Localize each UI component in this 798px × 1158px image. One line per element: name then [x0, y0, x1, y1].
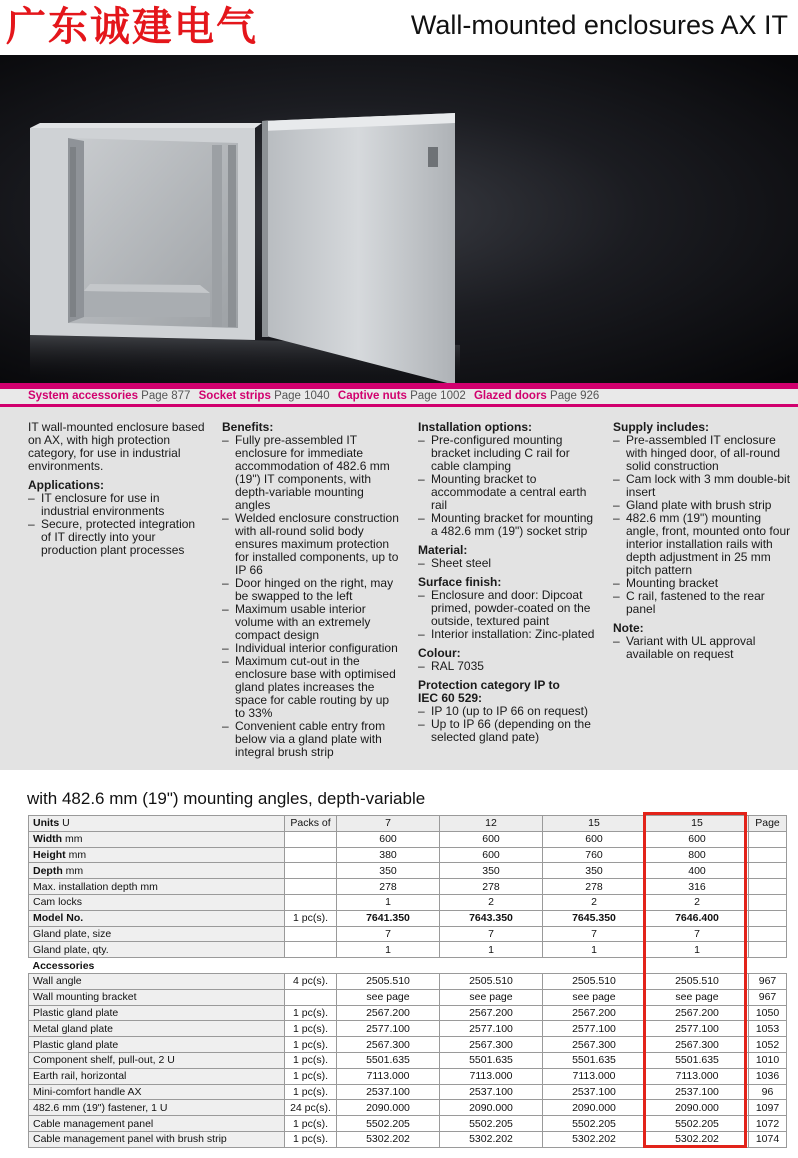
row-label-unit: mm — [65, 864, 84, 877]
accessory-part-number: see page — [646, 989, 749, 1005]
list-item: – Cam lock with 3 mm double-bit insert — [613, 473, 791, 499]
page-cell: 1052 — [749, 1037, 787, 1053]
row-label: Gland plate, size — [29, 926, 285, 942]
row-label: Cam locks — [29, 894, 285, 910]
benefits-heading: Benefits: — [222, 420, 274, 434]
packs-cell: 1 pc(s). — [285, 1084, 337, 1100]
packs-header: Packs of — [285, 816, 337, 832]
packs-cell: 1 pc(s). — [285, 1037, 337, 1053]
page-cell — [749, 831, 787, 847]
accessory-part-number: 2505.510 — [543, 973, 646, 989]
list-item: – Welded enclosure construction with all-round solid body ensures maximum protection for installed components, up to IP 66 — [222, 512, 402, 577]
accessory-part-number: 5501.635 — [543, 1052, 646, 1068]
page-header — [0, 0, 798, 55]
units-value: 15 — [543, 816, 646, 832]
table-row — [29, 926, 787, 942]
colour-heading: Colour: — [418, 646, 461, 660]
spec-value: 800 — [646, 847, 749, 863]
gland-value: 1 — [543, 942, 646, 958]
accessory-link-label[interactable]: System accessories — [28, 390, 138, 402]
page-cell: 1036 — [749, 1068, 787, 1084]
accessory-part-number: 2567.200 — [543, 1005, 646, 1021]
table-row — [29, 1100, 787, 1116]
page-cell: 1053 — [749, 1021, 787, 1037]
row-label — [29, 831, 285, 847]
accessory-part-number: 5502.205 — [543, 1116, 646, 1132]
packs-cell: 1 pc(s). — [285, 1021, 337, 1037]
list-item: – Fully pre-assembled IT enclosure for immediate accommodation of 482.6 mm (19") IT components, with depth-variable mounting angles — [222, 434, 402, 512]
accessory-part-number: 2567.300 — [337, 1037, 440, 1053]
list-item: – Variant with UL approval available on request — [613, 635, 791, 661]
spec-table-body — [29, 816, 787, 1148]
page-cell — [749, 942, 787, 958]
table-row — [29, 1021, 787, 1037]
row-label: Earth rail, horizontal — [29, 1068, 285, 1084]
packs-cell: 1 pc(s). — [285, 1005, 337, 1021]
note-list — [613, 635, 791, 661]
units-value: 15 — [646, 816, 749, 832]
spec-value: 2 — [440, 894, 543, 910]
table-section-title: with 482.6 mm (19") mounting angles, depth-variable — [27, 789, 426, 808]
model-number: 7646.400 — [646, 910, 749, 926]
row-label: Max. installation depth mm — [29, 879, 285, 895]
list-item: – Pre-configured mounting bracket including C rail for cable clamping — [418, 434, 596, 473]
list-item: – Interior installation: Zinc-plated — [418, 628, 596, 641]
accessory-part-number: 5501.635 — [337, 1052, 440, 1068]
colour-list — [418, 660, 596, 673]
accessory-part-number: 2537.100 — [337, 1084, 440, 1100]
page-cell — [749, 910, 787, 926]
accessory-part-number: 7113.000 — [543, 1068, 646, 1084]
list-item: – Enclosure and door: Dipcoat primed, powder-coated on the outside, textured paint — [418, 589, 596, 628]
table-row — [29, 958, 787, 974]
accessory-part-number: 7113.000 — [646, 1068, 749, 1084]
row-label: 482.6 mm (19") fastener, 1 U — [29, 1100, 285, 1116]
installation-list — [418, 434, 596, 538]
row-label: Component shelf, pull-out, 2 U — [29, 1052, 285, 1068]
table-row — [29, 863, 787, 879]
accessory-part-number: 2577.100 — [337, 1021, 440, 1037]
spec-value: 278 — [543, 879, 646, 895]
list-item: – Up to IP 66 (depending on the selected gland pate) — [418, 718, 596, 744]
list-item: – Gland plate with brush strip — [613, 499, 791, 512]
table-row — [29, 1131, 787, 1147]
page-cell: 1097 — [749, 1100, 787, 1116]
material-heading: Material: — [418, 543, 468, 557]
intro-text: IT wall-mounted enclosure based on AX, with high protection category, for use in industrial environments. — [28, 420, 205, 473]
accessory-part-number: 2537.100 — [440, 1084, 543, 1100]
row-label: Model No. — [29, 910, 285, 926]
accessory-part-number: 5501.635 — [440, 1052, 543, 1068]
accessory-part-number: 5502.205 — [337, 1116, 440, 1132]
accessory-part-number: 2537.100 — [646, 1084, 749, 1100]
accessory-part-number: 2567.200 — [440, 1005, 543, 1021]
accessory-part-number: 5502.205 — [646, 1116, 749, 1132]
accessories-links — [0, 389, 798, 404]
page-cell: 1072 — [749, 1116, 787, 1132]
list-item: – Mounting bracket for mounting a 482.6 mm (19") socket strip — [418, 512, 596, 538]
gland-value: 1 — [337, 942, 440, 958]
spec-value: 400 — [646, 863, 749, 879]
accessories-bar — [0, 383, 798, 407]
description-panel — [0, 407, 798, 770]
accessory-part-number: 2505.510 — [646, 973, 749, 989]
table-row — [29, 1084, 787, 1100]
page-cell — [749, 894, 787, 910]
row-label: Metal gland plate — [29, 1021, 285, 1037]
model-number: 7643.350 — [440, 910, 543, 926]
row-label: Mini-comfort handle AX — [29, 1084, 285, 1100]
row-label-main: Height — [33, 848, 66, 861]
spec-value: 600 — [646, 831, 749, 847]
protection-list — [418, 705, 596, 744]
accessory-link-page: Page 926 — [550, 390, 600, 402]
page-title: Wall-mounted enclosures AX IT — [410, 10, 788, 40]
spec-value: 350 — [337, 863, 440, 879]
page-cell — [749, 926, 787, 942]
accessory-part-number: 2567.300 — [440, 1037, 543, 1053]
row-label: Cable management panel — [29, 1116, 285, 1132]
row-label: Gland plate, qty. — [29, 942, 285, 958]
supply-heading: Supply includes: — [613, 420, 710, 434]
accessory-part-number: 2090.000 — [440, 1100, 543, 1116]
list-item: – Mounting bracket — [613, 577, 791, 590]
row-label-unit: mm — [64, 833, 83, 846]
spec-value: 600 — [440, 847, 543, 863]
table-row — [29, 879, 787, 895]
accessory-part-number: 2577.100 — [646, 1021, 749, 1037]
row-label: Wall angle — [29, 973, 285, 989]
row-label — [29, 816, 285, 832]
accessory-part-number: 2090.000 — [543, 1100, 646, 1116]
packs-cell — [285, 863, 337, 879]
row-label-main: Depth — [33, 864, 63, 877]
accessory-link-page: Page 877 — [141, 390, 191, 402]
model-number: 7645.350 — [543, 910, 646, 926]
accessory-part-number: 2090.000 — [337, 1100, 440, 1116]
packs-cell — [285, 942, 337, 958]
table-row — [29, 910, 787, 926]
packs-cell — [285, 831, 337, 847]
accessory-part-number: 7113.000 — [337, 1068, 440, 1084]
list-item: – Sheet steel — [418, 557, 596, 570]
row-label-main: Width — [33, 833, 63, 846]
page-header: Page — [749, 816, 787, 832]
page-cell: 967 — [749, 989, 787, 1005]
accessory-part-number: 5302.202 — [543, 1131, 646, 1147]
spec-value: 350 — [543, 863, 646, 879]
list-item: – Pre-assembled IT enclosure with hinged door, of all-round solid construction — [613, 434, 791, 473]
gland-value: 7 — [337, 926, 440, 942]
accessory-part-number: 2567.300 — [543, 1037, 646, 1053]
installation-column — [418, 421, 596, 744]
page-cell: 1010 — [749, 1052, 787, 1068]
accessory-part-number: 2577.100 — [543, 1021, 646, 1037]
accessory-part-number: 2567.300 — [646, 1037, 749, 1053]
table-row — [29, 894, 787, 910]
table-row — [29, 973, 787, 989]
table-row — [29, 816, 787, 832]
gland-value: 7 — [440, 926, 543, 942]
accessory-link-label[interactable]: Socket strips — [198, 390, 271, 402]
packs-cell — [285, 847, 337, 863]
list-item: – Door hinged on the right, may be swapped to the left — [222, 577, 402, 603]
material-list — [418, 557, 596, 570]
benefits-list — [222, 434, 402, 759]
list-item: – IT enclosure for use in industrial environments — [28, 492, 206, 518]
accessory-link-page: Page 1002 — [410, 390, 466, 402]
table-row — [29, 1052, 787, 1068]
accessory-part-number: 2505.510 — [440, 973, 543, 989]
row-label: Wall mounting bracket — [29, 989, 285, 1005]
gland-value: 7 — [646, 926, 749, 942]
table-row — [29, 942, 787, 958]
accessory-part-number: see page — [543, 989, 646, 1005]
list-item: – Maximum cut-out in the enclosure base with optimised gland plates increases the space for cable routing by up to 33% — [222, 655, 402, 720]
table-row — [29, 831, 787, 847]
intro-column — [28, 421, 206, 557]
gland-value: 1 — [646, 942, 749, 958]
spec-value: 278 — [337, 879, 440, 895]
brand-logo-text: 广东诚建电气 — [6, 3, 258, 50]
list-item: – IP 10 (up to IP 66 on request) — [418, 705, 596, 718]
spec-value: 760 — [543, 847, 646, 863]
table-row — [29, 1116, 787, 1132]
spec-value: 380 — [337, 847, 440, 863]
table-row — [29, 847, 787, 863]
row-label: Cable management panel with brush strip — [29, 1131, 285, 1147]
spec-value: 2 — [543, 894, 646, 910]
table-row — [29, 1037, 787, 1053]
packs-cell: 1 pc(s). — [285, 910, 337, 926]
page-cell: 1074 — [749, 1131, 787, 1147]
accessory-part-number: 5302.202 — [337, 1131, 440, 1147]
installation-heading: Installation options: — [418, 420, 532, 434]
packs-cell: 1 pc(s). — [285, 1116, 337, 1132]
spec-value: 1 — [337, 894, 440, 910]
page-cell — [749, 879, 787, 895]
list-item: – RAL 7035 — [418, 660, 596, 673]
page-cell — [749, 863, 787, 879]
packs-cell: 1 pc(s). — [285, 1068, 337, 1084]
list-item: – Secure, protected integration of IT directly into your production plant processes — [28, 518, 206, 557]
packs-cell — [285, 894, 337, 910]
accessory-part-number: 5501.635 — [646, 1052, 749, 1068]
product-photo — [0, 55, 798, 383]
accessory-part-number: 5302.202 — [646, 1131, 749, 1147]
list-item: – 482.6 mm (19") mounting angle, front, mounted onto four interior installation rails with depth adjustment in 25 mm pitch pattern — [613, 512, 791, 577]
supply-column — [613, 421, 791, 661]
page-cell: 1050 — [749, 1005, 787, 1021]
spec-table — [28, 815, 787, 1148]
gland-value: 1 — [440, 942, 543, 958]
table-row — [29, 989, 787, 1005]
surface-heading: Surface finish: — [418, 575, 502, 589]
accessory-part-number: 5502.205 — [440, 1116, 543, 1132]
spec-value: 278 — [440, 879, 543, 895]
spec-value: 600 — [337, 831, 440, 847]
packs-cell: 4 pc(s). — [285, 973, 337, 989]
list-item: – Individual interior configuration — [222, 642, 402, 655]
accessory-part-number: 2567.200 — [337, 1005, 440, 1021]
page-cell — [749, 847, 787, 863]
table-row — [29, 1068, 787, 1084]
packs-cell: 24 pc(s). — [285, 1100, 337, 1116]
row-label-unit: U — [62, 817, 70, 830]
units-value: 7 — [337, 816, 440, 832]
supply-list — [613, 434, 791, 616]
accessories-heading: Accessories — [29, 958, 787, 974]
row-label: Plastic gland plate — [29, 1037, 285, 1053]
surface-list — [418, 589, 596, 641]
row-label — [29, 863, 285, 879]
accessory-part-number: see page — [337, 989, 440, 1005]
gland-value: 7 — [543, 926, 646, 942]
spec-value: 600 — [543, 831, 646, 847]
page-cell: 967 — [749, 973, 787, 989]
list-item: – Mounting bracket to accommodate a central earth rail — [418, 473, 596, 512]
spec-value: 2 — [646, 894, 749, 910]
accessory-part-number: 7113.000 — [440, 1068, 543, 1084]
row-label-main: Units — [33, 817, 60, 830]
accessory-part-number: see page — [440, 989, 543, 1005]
note-heading: Note: — [613, 621, 644, 635]
list-item: – Convenient cable entry from below via a gland plate with integral brush strip — [222, 720, 402, 759]
model-number: 7641.350 — [337, 910, 440, 926]
accessory-part-number: 2505.510 — [337, 973, 440, 989]
packs-cell: 1 pc(s). — [285, 1131, 337, 1147]
accessory-link-label[interactable]: Glazed doors — [473, 390, 547, 402]
accessory-link-label[interactable]: Captive nuts — [337, 390, 407, 402]
protection-heading: Protection category IP to IEC 60 529: — [418, 678, 560, 705]
table-row — [29, 1005, 787, 1021]
applications-heading: Applications: — [28, 478, 105, 492]
row-label: Plastic gland plate — [29, 1005, 285, 1021]
accessory-part-number: 2090.000 — [646, 1100, 749, 1116]
list-item: – C rail, fastened to the rear panel — [613, 590, 791, 616]
page-cell: 96 — [749, 1084, 787, 1100]
spec-value: 350 — [440, 863, 543, 879]
packs-cell: 1 pc(s). — [285, 1052, 337, 1068]
packs-cell — [285, 879, 337, 895]
spec-value: 600 — [440, 831, 543, 847]
enclosure-illustration — [0, 55, 798, 383]
benefits-column — [222, 421, 402, 759]
applications-list — [28, 492, 206, 557]
row-label — [29, 847, 285, 863]
accessory-part-number: 2577.100 — [440, 1021, 543, 1037]
accessory-part-number: 2567.200 — [646, 1005, 749, 1021]
spec-value: 316 — [646, 879, 749, 895]
packs-cell — [285, 926, 337, 942]
packs-cell — [285, 989, 337, 1005]
accessory-link-page: Page 1040 — [274, 390, 330, 402]
units-value: 12 — [440, 816, 543, 832]
row-label-unit: mm — [68, 848, 87, 861]
accessory-part-number: 2537.100 — [543, 1084, 646, 1100]
list-item: – Maximum usable interior volume with an extremely compact design — [222, 603, 402, 642]
accessory-part-number: 5302.202 — [440, 1131, 543, 1147]
